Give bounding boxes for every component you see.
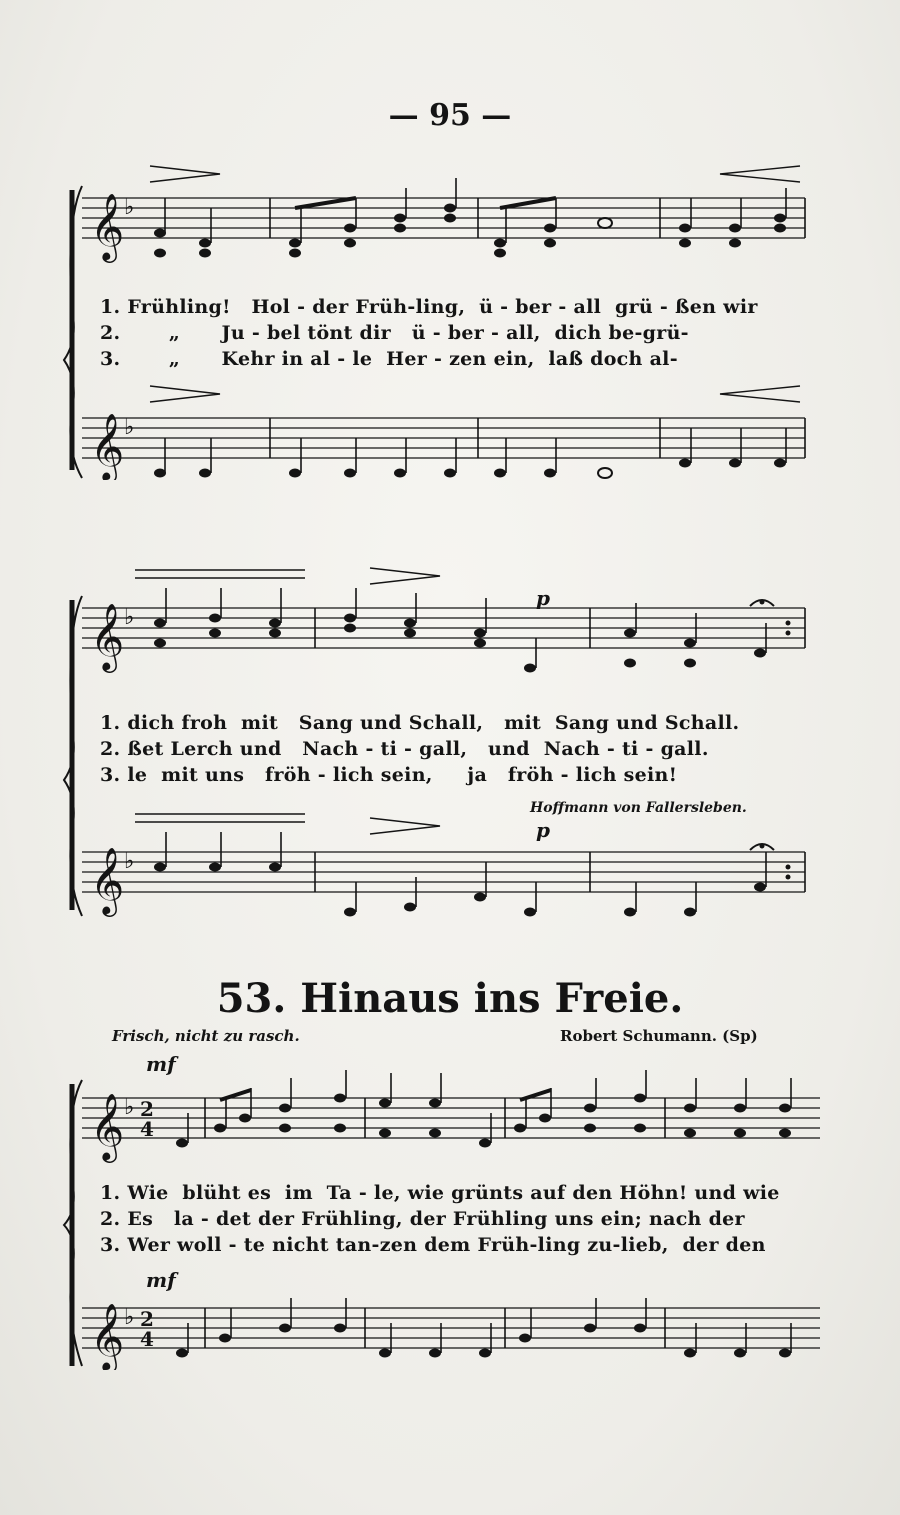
- svg-text:𝄞: 𝄞: [90, 1302, 125, 1370]
- svg-text:♭: ♭: [124, 849, 135, 874]
- lyric-verse-3: 3. Wer woll - te nicht tan-zen dem Früh-ling zu-lieb, der den: [100, 1234, 766, 1256]
- tempo-marking: Frisch, nicht zu rasch.: [112, 1027, 300, 1045]
- lyric-verse-3: 3. „ Kehr in al - le Her - zen ein, laß doch al-: [100, 348, 678, 370]
- svg-text:4: 4: [140, 1327, 154, 1351]
- svg-text:2: 2: [140, 1097, 154, 1121]
- svg-text:♭: ♭: [124, 1095, 135, 1120]
- svg-text:𝄞: 𝄞: [90, 602, 125, 670]
- page-number: — 95 —: [388, 98, 512, 133]
- lyric-verse-2: 2. ßet Lerch und Nach - ti - gall, und Nach - ti - gall.: [100, 738, 709, 760]
- svg-text:♭: ♭: [124, 605, 135, 630]
- svg-text:𝄞: 𝄞: [90, 412, 125, 480]
- svg-text:♭: ♭: [124, 1305, 135, 1330]
- lyricist-credit: Hoffmann von Fallersleben.: [530, 800, 747, 816]
- lyric-verse-1: 1. Frühling! Hol - der Früh-ling, ü - ber - all grü - ßen wir: [100, 296, 758, 318]
- dynamic-piano-upper: p: [536, 586, 550, 610]
- svg-text:♭: ♭: [124, 195, 135, 220]
- dynamic-mezzoforte-upper: mf: [146, 1052, 176, 1076]
- song-title: 53. Hinaus ins Freie.: [216, 975, 684, 1022]
- lyrics-song52-system1: [100, 296, 820, 374]
- svg-text:♭: ♭: [124, 415, 135, 440]
- lyric-verse-3: 3. le mit uns fröh - lich sein, ja fröh - lich sein!: [100, 764, 678, 786]
- svg-text:2: 2: [140, 1307, 154, 1331]
- lyric-verse-1: 1. dich froh mit Sang und Schall, mit Sang und Schall.: [100, 712, 740, 734]
- svg-text:𝄞: 𝄞: [90, 192, 125, 260]
- lyric-verse-2: 2. Es la - det der Frühling, der Frühling uns ein; nach der: [100, 1208, 745, 1230]
- lyrics-song53: [100, 1182, 820, 1260]
- composer-credit: Robert Schumann. (Sp): [560, 1027, 758, 1045]
- lyrics-song52-system2: [100, 712, 820, 790]
- lyric-verse-2: 2. „ Ju - bel tönt dir ü - ber - all, dich be-grü-: [100, 322, 689, 344]
- svg-text:4: 4: [140, 1117, 154, 1141]
- svg-text:𝄞: 𝄞: [90, 1092, 125, 1160]
- lyric-verse-1: 1. Wie blüht es im Ta - le, wie grünts auf den Höhn! und wie: [100, 1182, 780, 1204]
- dynamic-piano-lower: p: [536, 818, 550, 842]
- svg-text:𝄞: 𝄞: [90, 846, 125, 914]
- dynamic-mezzoforte-lower: mf: [146, 1268, 176, 1292]
